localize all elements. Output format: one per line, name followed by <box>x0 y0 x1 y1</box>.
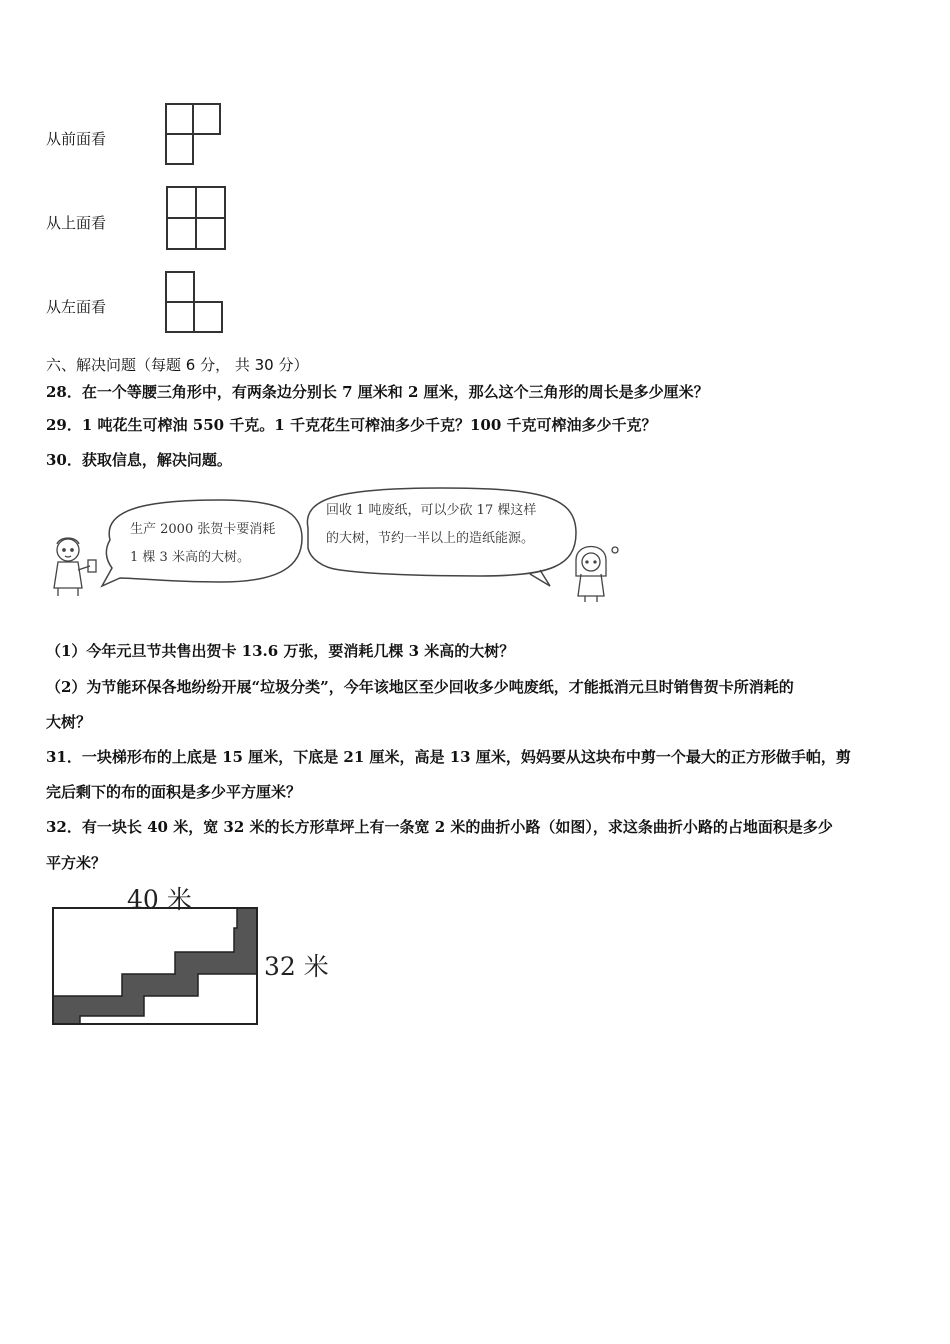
left-view-figure <box>160 268 230 336</box>
boy-figure <box>54 538 96 596</box>
lawn-figure <box>40 878 350 1033</box>
view-label-front: 从前面看 <box>46 130 107 148</box>
view-label-left: 从左面看 <box>46 298 107 316</box>
top-view-cell <box>196 218 225 249</box>
width-label: 32 米 <box>264 952 329 981</box>
top-view-cell <box>167 218 196 249</box>
question-31-line-1: 31．一块梯形布的上底是 15 厘米，下底是 21 厘米，高是 13 厘米，妈妈要从这块布中剪一个最大的正方形做手帕，剪 <box>46 748 851 766</box>
bubble-left-text-2: 1 棵 3 米高的大树。 <box>130 550 250 565</box>
bubble-right-text-1: 回收 1 吨废纸，可以少砍 17 棵这样 <box>326 503 537 518</box>
section-heading: 六、解决问题（每题 6 分， 共 30 分） <box>46 356 309 374</box>
question-30-part-2-line-1: （2）为节能环保各地纷纷开展“垃圾分类”，今年该地区至少回收多少吨废纸，才能抵消元旦时销售贺卡所消耗的 <box>46 678 794 696</box>
front-view-cell <box>166 134 193 164</box>
speech-bubble-left <box>102 500 302 586</box>
question-30: 30．获取信息，解决问题。 <box>46 451 232 469</box>
winding-path <box>53 908 257 1024</box>
front-view-figure <box>160 100 230 168</box>
question-29: 29．1 吨花生可榨油 550 千克。1 千克花生可榨油多少千克？100 千克可榨油多少千克？ <box>46 416 657 434</box>
top-view-figure <box>160 183 232 253</box>
bubble-left-text-1: 生产 2000 张贺卡要消耗 <box>130 522 276 537</box>
question-28: 28．在一个等腰三角形中，有两条边分别长 7 厘米和 2 厘米，那么这个三角形的周长是多少厘米？ <box>46 383 709 401</box>
left-view-cell <box>166 272 194 302</box>
question-31-line-2: 完后剩下的布的面积是多少平方厘米？ <box>46 783 302 801</box>
question-32-line-2: 平方米？ <box>46 854 107 872</box>
view-label-top: 从上面看 <box>46 214 107 232</box>
top-view-cell <box>196 187 225 218</box>
girl-figure <box>576 547 618 603</box>
q30-illustration <box>40 478 640 608</box>
question-30-part-1: （1）今年元旦节共售出贺卡 13.6 万张，要消耗几棵 3 米高的大树？ <box>46 642 515 660</box>
question-32-line-1: 32．有一块长 40 米，宽 32 米的长方形草坪上有一条宽 2 米的曲折小路（如图），求这条曲折小路的占地面积是多少 <box>46 818 833 836</box>
bubble-right-text-2: 的大树，节约一半以上的造纸能源。 <box>326 531 535 546</box>
front-view-cell <box>166 104 193 134</box>
question-30-part-2-line-2: 大树？ <box>46 713 92 731</box>
front-view-cell <box>193 104 220 134</box>
length-label: 40 米 <box>127 885 192 914</box>
left-view-cell <box>194 302 222 332</box>
left-view-cell <box>166 302 194 332</box>
top-view-cell <box>167 187 196 218</box>
